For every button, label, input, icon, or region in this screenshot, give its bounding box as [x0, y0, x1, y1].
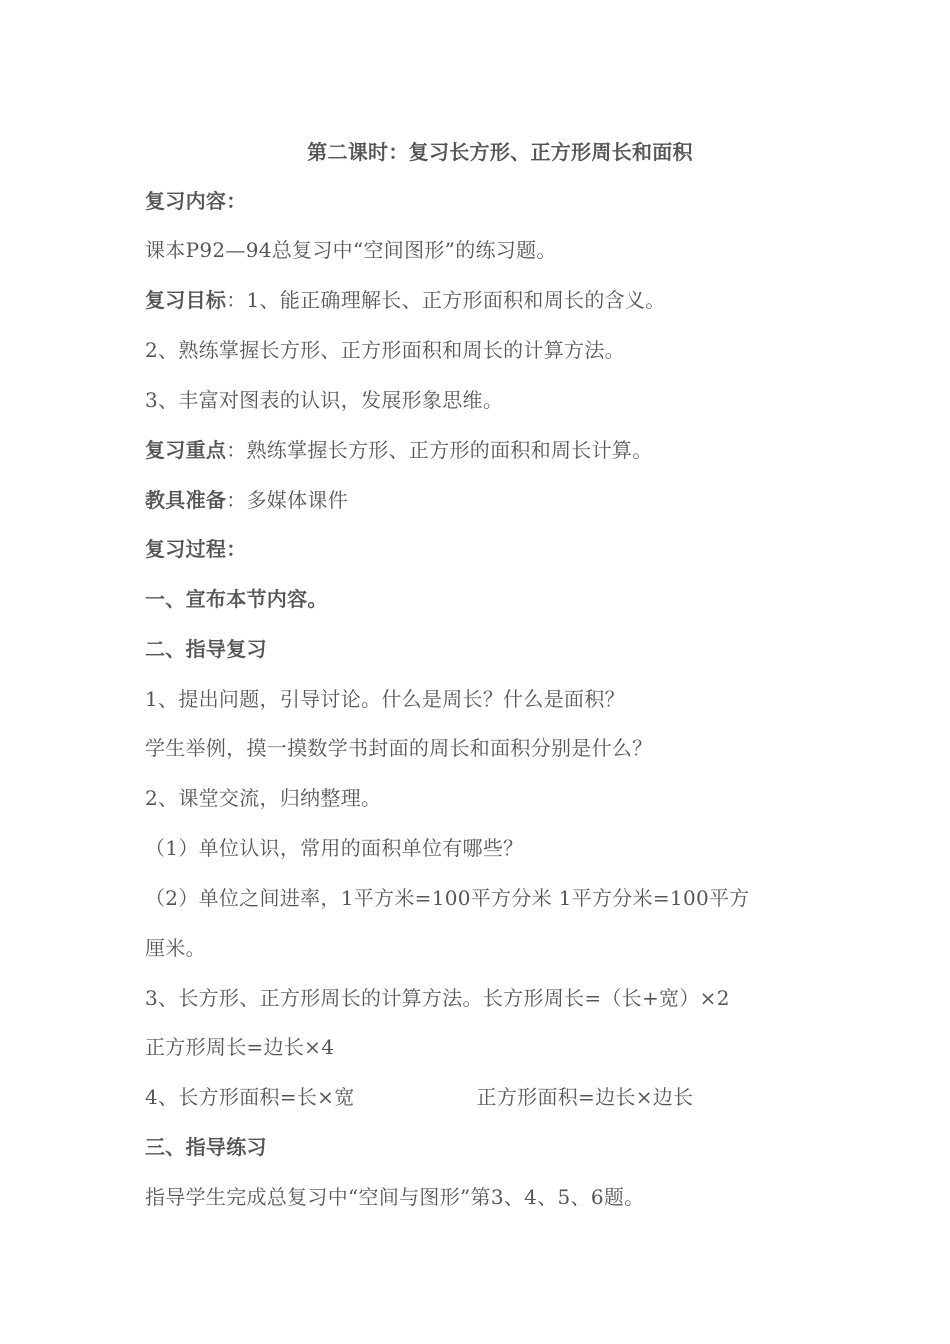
section-1-heading: 一、宣布本节内容。 [145, 587, 328, 611]
item-3-square-perimeter: 正方形周长=边长×4 [145, 1035, 335, 1059]
item-2-units: （1）单位认识，常用的面积单位有哪些？ [145, 836, 524, 860]
focus-paragraph [145, 436, 653, 464]
rectangle-area-formula: 4、长方形面积=长×宽 [145, 1085, 355, 1109]
tools-label: 教具准备 [145, 488, 227, 512]
item-2: 2、课堂交流，归纳整理。 [145, 786, 382, 810]
item-1-example: 学生举例，摸一摸数学书封面的周长和面积分别是什么？ [145, 736, 653, 760]
content-heading: 复习内容： [145, 189, 247, 213]
tools-paragraph [145, 486, 348, 514]
document-title: 第二课时：复习长方形、正方形周长和面积 [307, 140, 693, 164]
practice-text: 指导学生完成总复习中“空间与图形”第3、4、5、6题。 [145, 1185, 645, 1209]
focus-label: 复习重点 [145, 438, 227, 462]
goals-paragraph [145, 286, 666, 314]
goal-1: ：1、能正确理解长、正方形面积和周长的含义。 [226, 288, 666, 312]
section-2-heading: 二、指导复习 [145, 637, 267, 661]
item-1: 1、提出问题，引导讨论。什么是周长？什么是面积？ [145, 687, 625, 711]
item-2-conversion-cont: 厘米。 [145, 936, 206, 960]
focus-text: ：熟练掌握长方形、正方形的面积和周长计算。 [226, 438, 653, 462]
process-heading: 复习过程： [145, 537, 247, 561]
goal-3: 3、丰富对图表的认识，发展形象思维。 [145, 388, 504, 412]
item-4-area [145, 1083, 693, 1111]
section-3-heading: 三、指导练习 [145, 1135, 267, 1159]
item-3-perimeter: 3、长方形、正方形周长的计算方法。长方形周长=（长+宽）×2 [145, 986, 730, 1010]
square-area-formula: 正方形面积=边长×边长 [476, 1085, 694, 1109]
item-2-conversion: （2）单位之间进率，1平方米=100平方分米 1平方分米=100平方 [145, 886, 750, 910]
tools-text: ：多媒体课件 [226, 488, 349, 512]
goal-2: 2、熟练掌握长方形、正方形面积和周长的计算方法。 [145, 338, 625, 362]
goals-label: 复习目标 [145, 288, 227, 312]
content-text: 课本P92—94总复习中“空间图形”的练习题。 [145, 238, 557, 262]
